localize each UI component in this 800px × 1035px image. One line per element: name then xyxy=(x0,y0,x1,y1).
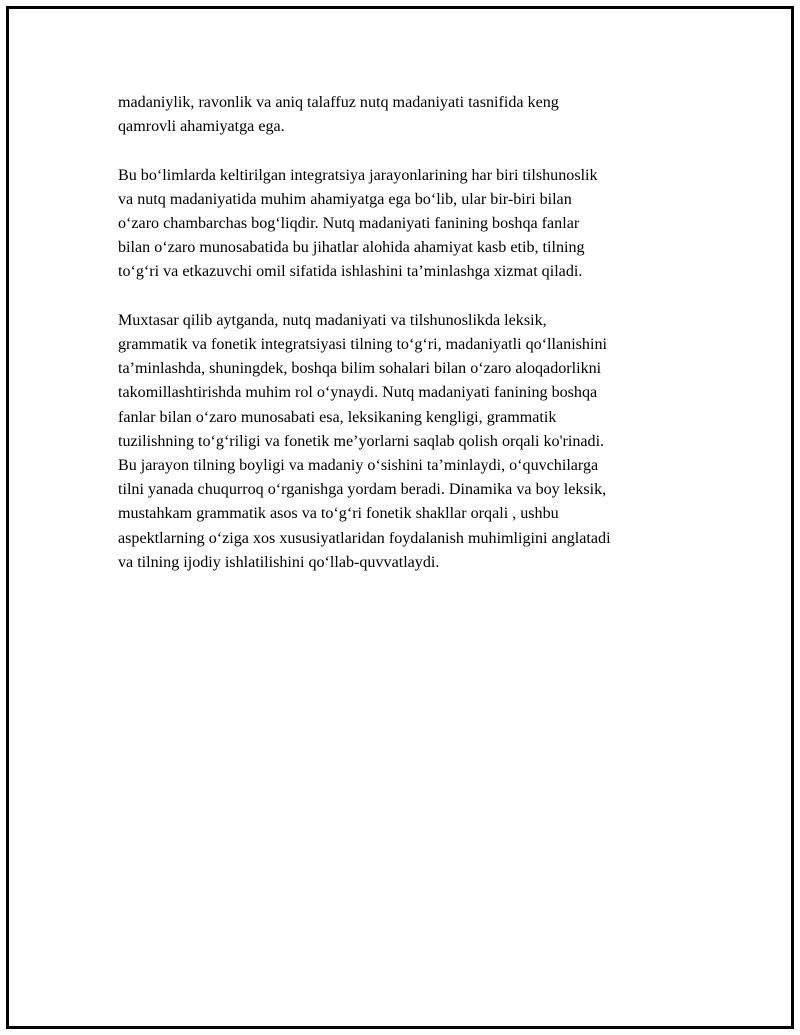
text-line: to‘g‘ri va etkazuvchi omil sifatida ishlashini ta’minlashga xizmat qiladi. xyxy=(118,263,583,281)
text-line: takomillashtirishda muhim rol o‘ynaydi. Nutq madaniyati fanining boshqa xyxy=(118,384,598,402)
text-line: Muxtasar qilib aytganda, nutq madaniyati va tilshunoslikda leksik, xyxy=(118,311,547,329)
text-line: tilni yanada chuqurroq o‘rganishga yordam beradi. Dinamika va boy leksik, xyxy=(118,481,607,499)
text-line: aspektlarning o‘ziga xos xususiyatlaridan foydalanish muhimligini anglatadi xyxy=(118,529,611,547)
paragraph-2 xyxy=(118,164,698,285)
paragraph-1 xyxy=(118,91,698,139)
text-line: madaniylik, ravonlik va aniq talaffuz nutq madaniyati tasnifida keng xyxy=(118,94,559,111)
text-line: grammatik va fonetik integratsiyasi tilning to‘g‘ri, madaniyatli qo‘llanishini xyxy=(118,336,607,353)
text-line: va tilning ijodiy ishlatilishini qo‘llab-quvvatlaydi. xyxy=(118,553,440,571)
text-line: o‘zaro chambarchas bog‘liqdir. Nutq madaniyati fanining boshqa fanlar xyxy=(118,215,580,232)
text-line: qamrovli ahamiyatga ega. xyxy=(118,118,285,136)
text-line: mustahkam grammatik asos va to‘g‘ri fonetik shakllar orqali , ushbu xyxy=(118,505,559,523)
text-line: tuzilishning to‘g‘riligi va fonetik me’yorlarni saqlab qolish orqali ko'rinadi. xyxy=(118,432,605,450)
text-line: Bu jarayon tilning boyligi va madaniy o‘sishini ta’minlaydi, o‘quvchilarga xyxy=(118,457,599,475)
document-body xyxy=(118,91,698,599)
text-line: ta’minlashda, shuningdek, boshqa bilim sohalari bilan o‘zaro aloqadorlikni xyxy=(118,360,602,378)
text-line: va nutq madaniyatida muhim ahamiyatga ega bo‘lib, ular bir-biri bilan xyxy=(118,190,572,208)
text-line: fanlar bilan o‘zaro munosabati esa, leksikaning kengligi, grammatik xyxy=(118,408,557,426)
text-line: bilan o‘zaro munosabatida bu jihatlar alohida ahamiyat kasb etib, tilning xyxy=(118,239,585,257)
text-line: Bu bo‘limlarda keltirilgan integratsiya jarayonlarining har biri tilshunoslik xyxy=(118,166,598,184)
paragraph-3 xyxy=(118,309,698,575)
